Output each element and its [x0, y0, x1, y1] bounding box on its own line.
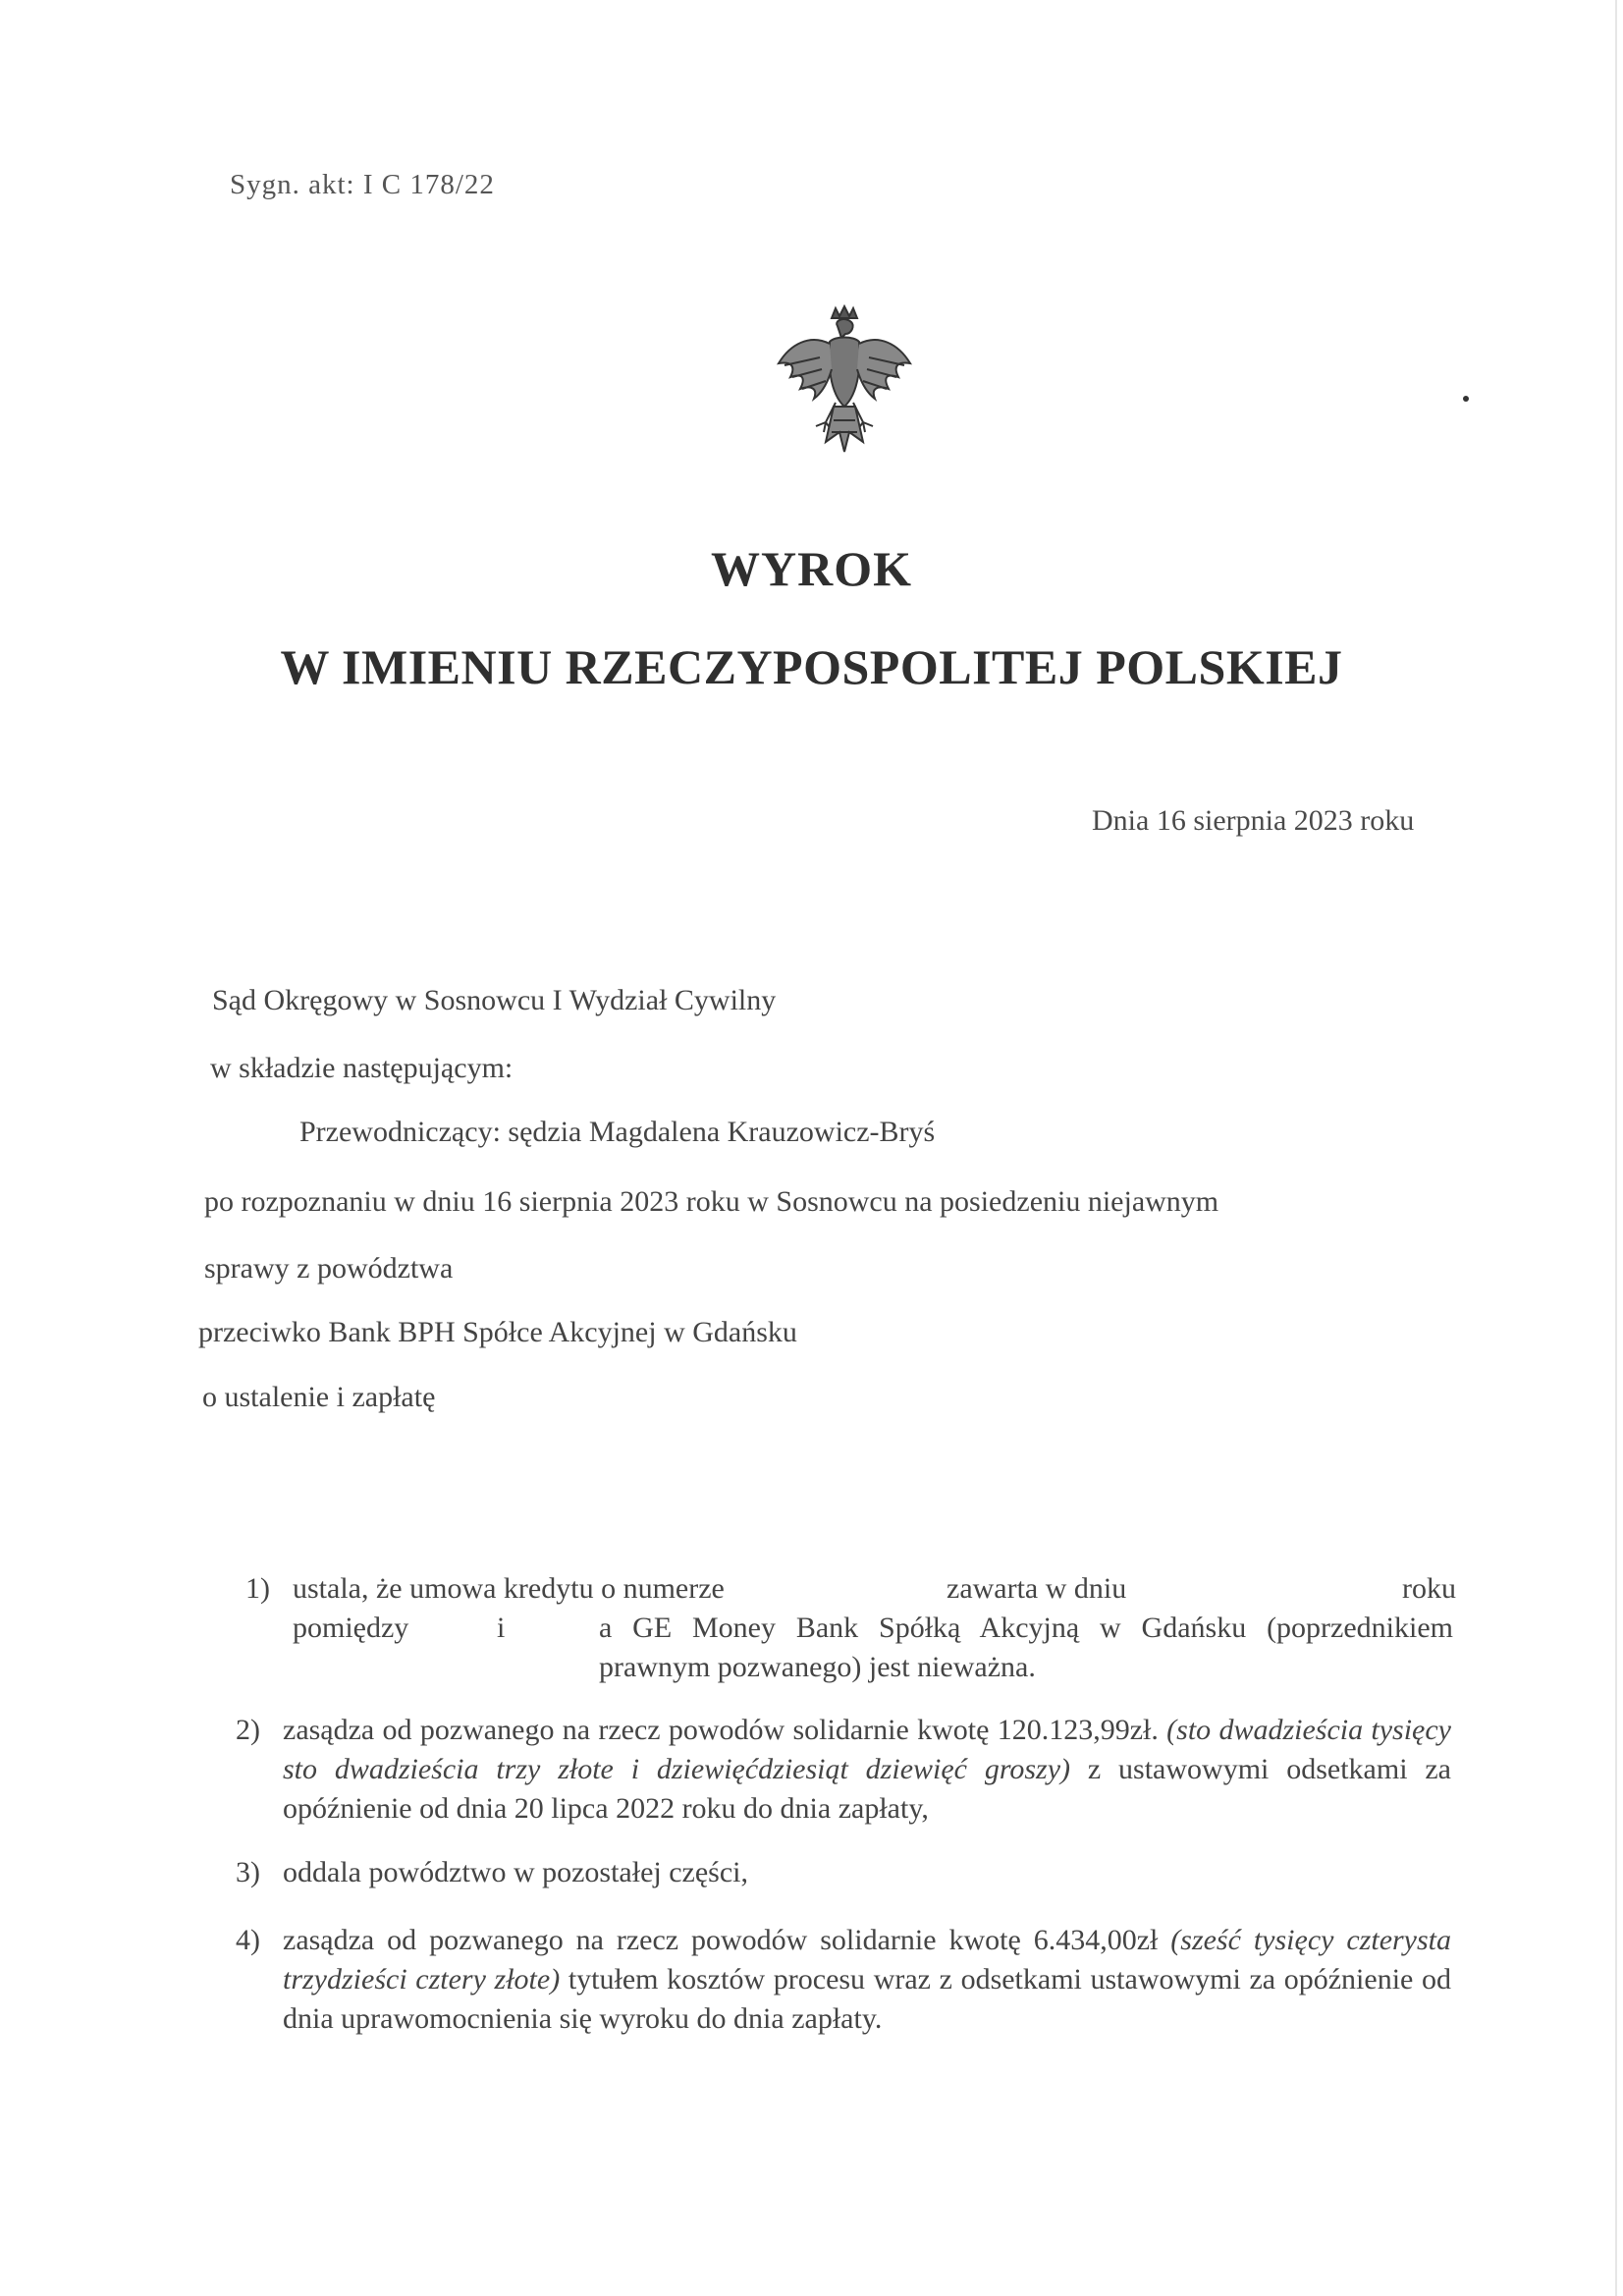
claim-label: sprawy z powództwa [204, 1252, 454, 1285]
court-name: Sąd Okręgowy w Sosnowcu I Wydział Cywilny [212, 984, 777, 1016]
ruling-text: a GE Money Bank Spółką Akcyjną w Gdańsku (poprzednikiem prawnym pozwanego) jest nieważna. [599, 1612, 1453, 1683]
ruling-text: zawarta w dniu [947, 1572, 1127, 1605]
ruling-text: i [497, 1612, 506, 1644]
ruling-text: tytułem kosztów procesu wraz z odsetkami ustawowymi za opóźnienie od dnia uprawomocnienia się wyroku do dnia zapłaty. [283, 1963, 1451, 2035]
defendant-line: przeciwko Bank BPH Spółce Akcyjnej w Gdańsku [198, 1316, 797, 1348]
scan-edge [1615, 0, 1617, 2296]
judgment-subtitle: W IMIENIU RZECZYPOSPOLITEJ POLSKIEJ [280, 639, 1343, 694]
ruling-text: ustala, że umowa kredytu o numerze [293, 1572, 725, 1605]
presiding-judge: Przewodniczący: sędzia Magdalena Krauzowicz-Bryś [299, 1116, 936, 1148]
judgment-date: Dnia 16 sierpnia 2023 roku [1092, 804, 1415, 837]
claim-subject: o ustalenie i zapłatę [202, 1381, 436, 1413]
ruling-text: oddala powództwo w pozostałej części, [283, 1856, 749, 1888]
polish-eagle-emblem-icon [771, 304, 918, 462]
ruling-amount-words: (sześć tysięcy czterysta trzydzieści cztery złote) [283, 1924, 1452, 1995]
ruling-text: pomiędzy [293, 1612, 409, 1644]
ruling-text: roku [1402, 1572, 1456, 1605]
ruling-text: zasądza od pozwanego na rzecz powodów solidarnie kwotę 6.434,00zł [283, 1924, 1159, 1956]
composition-label: w składzie następującym: [210, 1052, 514, 1084]
ruling-text: zasądza od pozwanego na rzecz powodów solidarnie kwotę 120.123,99zł. [283, 1714, 1159, 1746]
ruling-number: 3) [236, 1856, 260, 1888]
scan-speck [1463, 396, 1469, 402]
ruling-number: 4) [236, 1924, 260, 1956]
ruling-amount-words: (sto dwadzieścia tysięcy sto dwadzieścia trzy złote i dziewięćdziesiąt dziewięć groszy) [283, 1714, 1452, 1785]
hearing-info: po rozpoznaniu w dniu 16 sierpnia 2023 roku w Sosnowcu na posiedzeniu niejawnym [204, 1185, 1219, 1218]
ruling-number: 1) [245, 1572, 270, 1605]
ruling-number: 2) [236, 1714, 260, 1746]
ruling-text: z ustawowymi odsetkami za opóźnienie od dnia 20 lipca 2022 roku do dnia zapłaty, [283, 1753, 1451, 1825]
judgment-title: WYROK [711, 541, 912, 596]
case-number: Sygn. akt: I C 178/22 [230, 169, 495, 200]
